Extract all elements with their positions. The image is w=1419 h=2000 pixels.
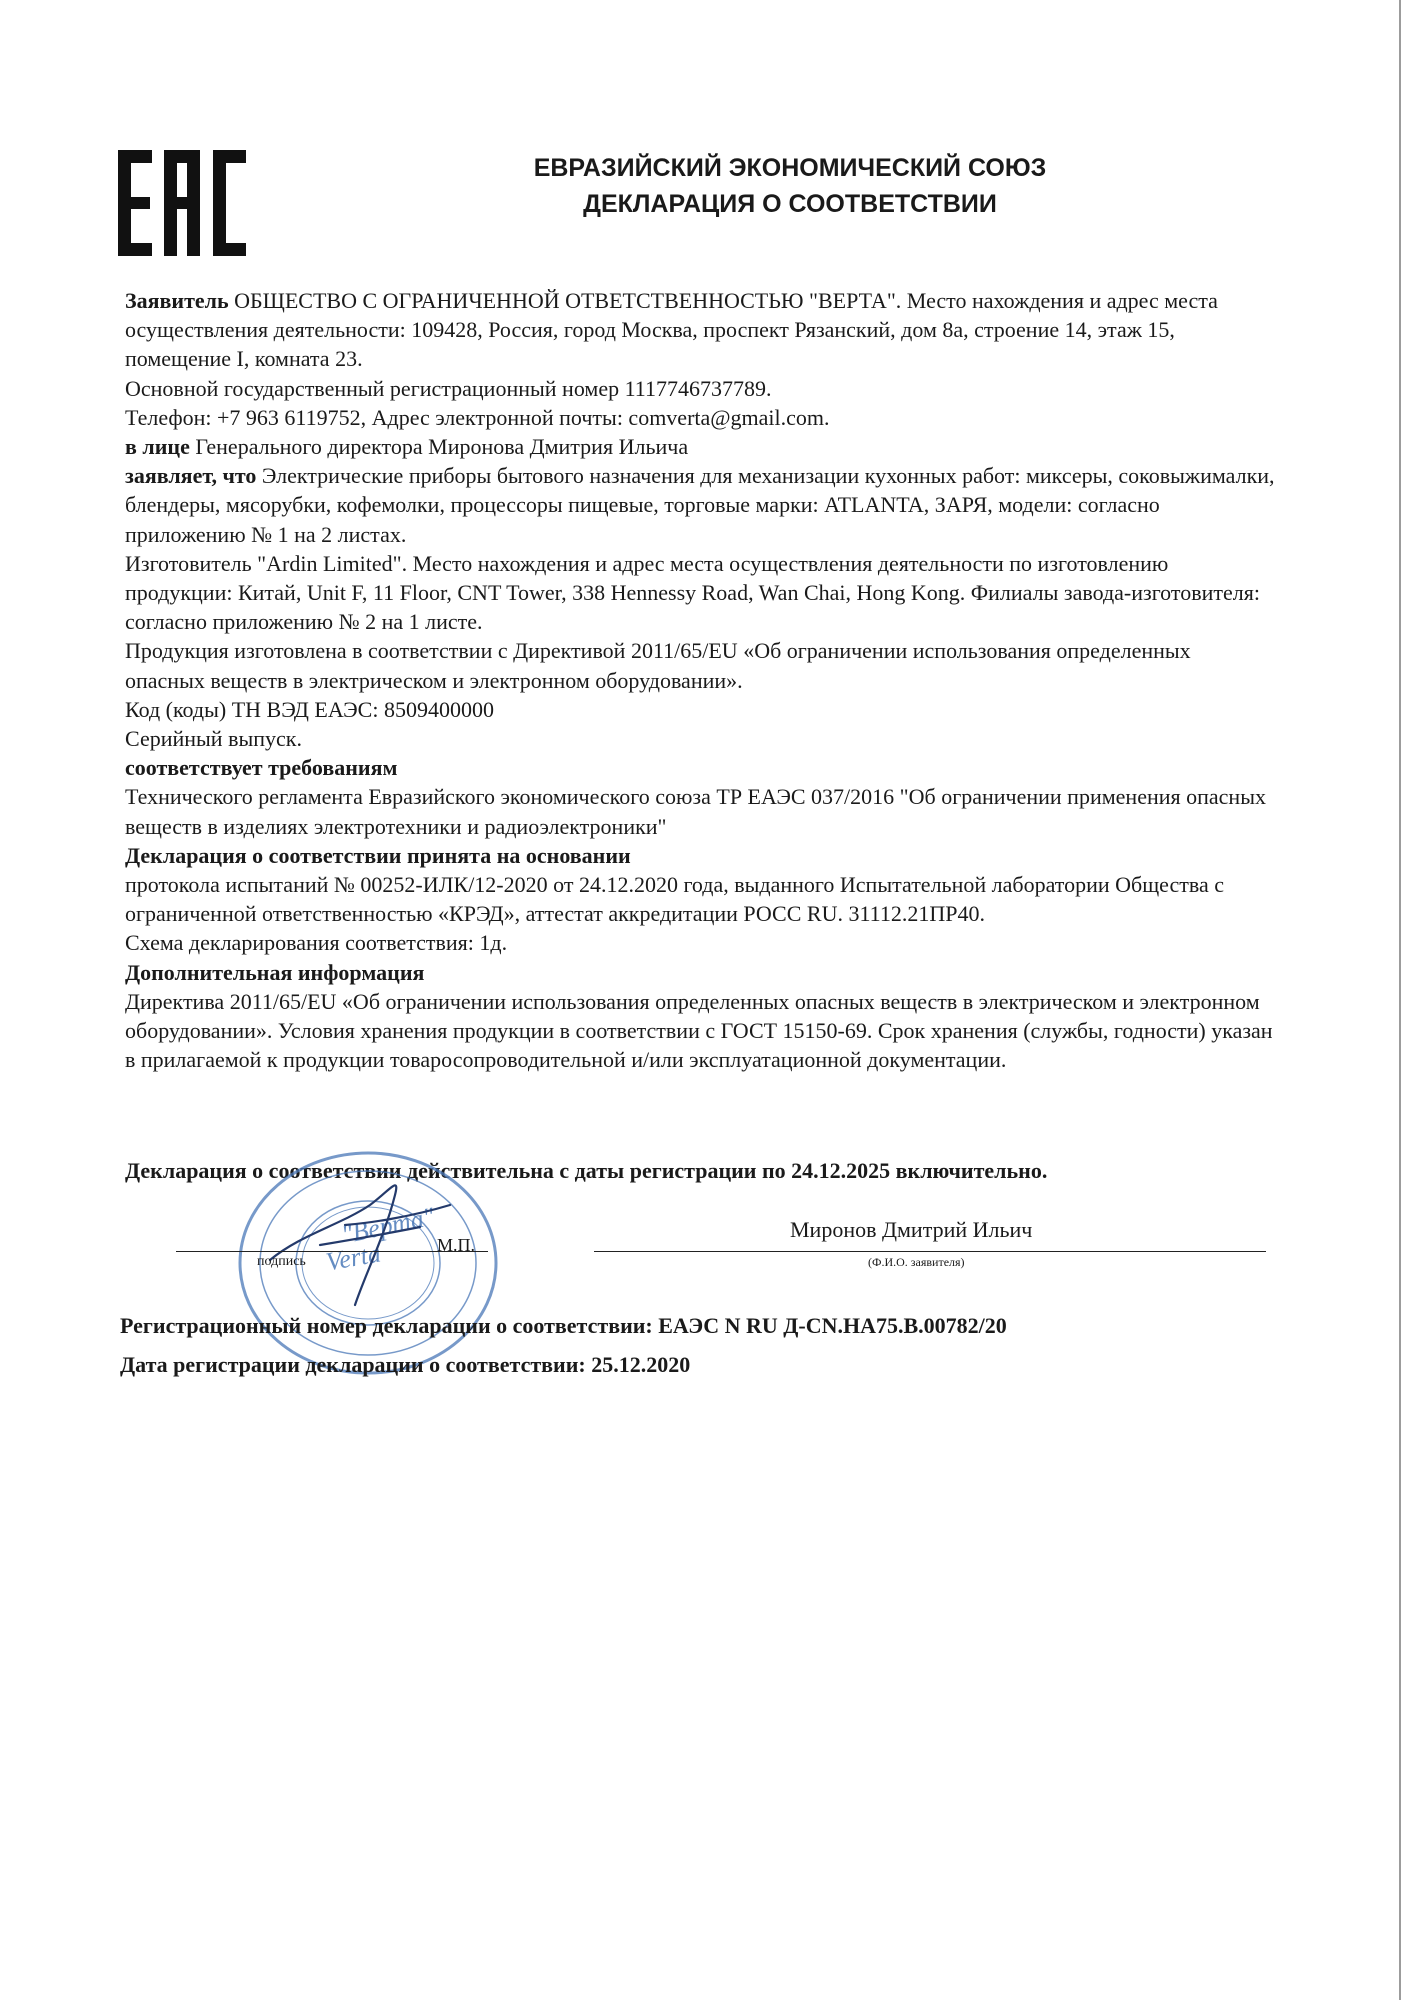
signature-line <box>176 1251 488 1252</box>
scan-edge-line <box>1399 0 1401 2000</box>
production-paragraph: Продукция изготовлена в соответствии с Директивой 2011/65/EU «Об ограничении использования определенных опасных веществ в электрическом и электронном оборудовании». <box>125 638 1191 693</box>
additional-heading: Дополнительная информация <box>125 959 425 985</box>
name-line <box>594 1251 1266 1252</box>
applicant-text: ОБЩЕСТВО С ОГРАНИЧЕННОЙ ОТВЕТСТВЕННОСТЬЮ "ВЕРТА". Место нахождения и адрес места осуществления деятельности: 109428, Россия, город Москва, проспект Рязанский, дом 8а, строение 14, этаж 15, помещение I, комната 23. <box>125 288 1218 372</box>
representative-line <box>125 432 1275 461</box>
scheme-line: Схема декларирования соответствия: 1д. <box>125 930 508 956</box>
stamp-text-latin: Verta <box>323 1238 383 1277</box>
declares-paragraph <box>125 461 1275 549</box>
name-caption: (Ф.И.О. заявителя) <box>868 1255 965 1269</box>
signature-caption: подпись <box>257 1254 306 1269</box>
representative-label: в лице <box>125 434 190 460</box>
requirements-text: Технического регламента Евразийского экономического союза ТР ЕАЭС 037/2016 "Об ограничении применения опасных веществ в изделиях электротехники и радиоэлектроники" <box>125 784 1266 839</box>
serial-line: Серийный выпуск. <box>125 726 302 752</box>
declares-text: Электрические приборы бытового назначения для механизации кухонных работ: миксеры, соковыжималки, блендеры, мясорубки, кофемолки, процессоры пищевые, торговые марки: ATLANTA, ЗАРЯ, модели: согласно приложению № 1 на 2 листах. <box>125 463 1275 547</box>
stamp-text-cyrillic: "Верта" <box>338 1201 437 1250</box>
basis-text: протокола испытаний № 00252-ИЛК/12-2020 от 24.12.2020 года, выданного Испытательной лаборатории Общества с ограниченной ответственностью «КРЭД», аттестат аккредитации РОСС RU. 31112.21ПР40. <box>125 872 1224 927</box>
signer-name: Миронов Дмитрий Ильич <box>790 1217 1033 1242</box>
ogrn-line: Основной государственный регистрационный номер 1117746737789. <box>125 375 772 401</box>
seal-place-label: М.П. <box>437 1235 476 1255</box>
basis-heading: Декларация о соответствии принята на основании <box>125 842 631 868</box>
applicant-paragraph <box>125 286 1275 374</box>
applicant-label: Заявитель <box>125 288 229 313</box>
registration-date: Дата регистрации декларации о соответствии: 25.12.2020 <box>120 1352 691 1377</box>
contacts-line: Телефон: +7 963 6119752, Адрес электронной почты: comverta@gmail.com. <box>125 404 830 430</box>
declares-label: заявляет, что <box>125 463 257 489</box>
manufacturer-paragraph: Изготовитель "Ardin Limited". Место нахождения и адрес места осуществления деятельности по изготовлению продукции: Китай, Unit F, 11 Floor, CNT Tower, 338 Hennessy Road, Wan Chai, Hong Kong. Филиалы завода-изготовителя: согласно приложению № 2 на 1 листе. <box>125 550 1260 635</box>
eac-mark-icon <box>118 150 246 256</box>
requirements-heading: соответствует требованиям <box>125 755 398 781</box>
validity-statement: Декларация о соответствии действительна с даты регистрации по 24.12.2025 включительно. <box>125 1158 1048 1183</box>
header-title: ДЕКЛАРАЦИЯ О СООТВЕТСТВИИ <box>583 190 997 218</box>
registration-number: Регистрационный номер декларации о соответствии: ЕАЭС N RU Д-CN.НА75.В.00782/20 <box>120 1313 1007 1338</box>
representative-text: Генерального директора Миронова Дмитрия Ильича <box>195 434 689 460</box>
declaration-body <box>125 286 1275 1074</box>
document-header <box>440 150 1140 222</box>
hs-code-line: Код (коды) ТН ВЭД ЕАЭС: 8509400000 <box>125 696 494 722</box>
header-union: ЕВРАЗИЙСКИЙ ЭКОНОМИЧЕСКИЙ СОЮЗ <box>533 154 1047 182</box>
additional-text: Директива 2011/65/EU «Об ограничении использования определенных опасных веществ в электрическом и электронном оборудовании». Условия хранения продукции в соответствии с ГОСТ 15150-69. Срок хранения (службы, годности) указан в прилагаемой к продукции товаросопроводительной и/или эксплуатационной документации. <box>125 988 1273 1073</box>
